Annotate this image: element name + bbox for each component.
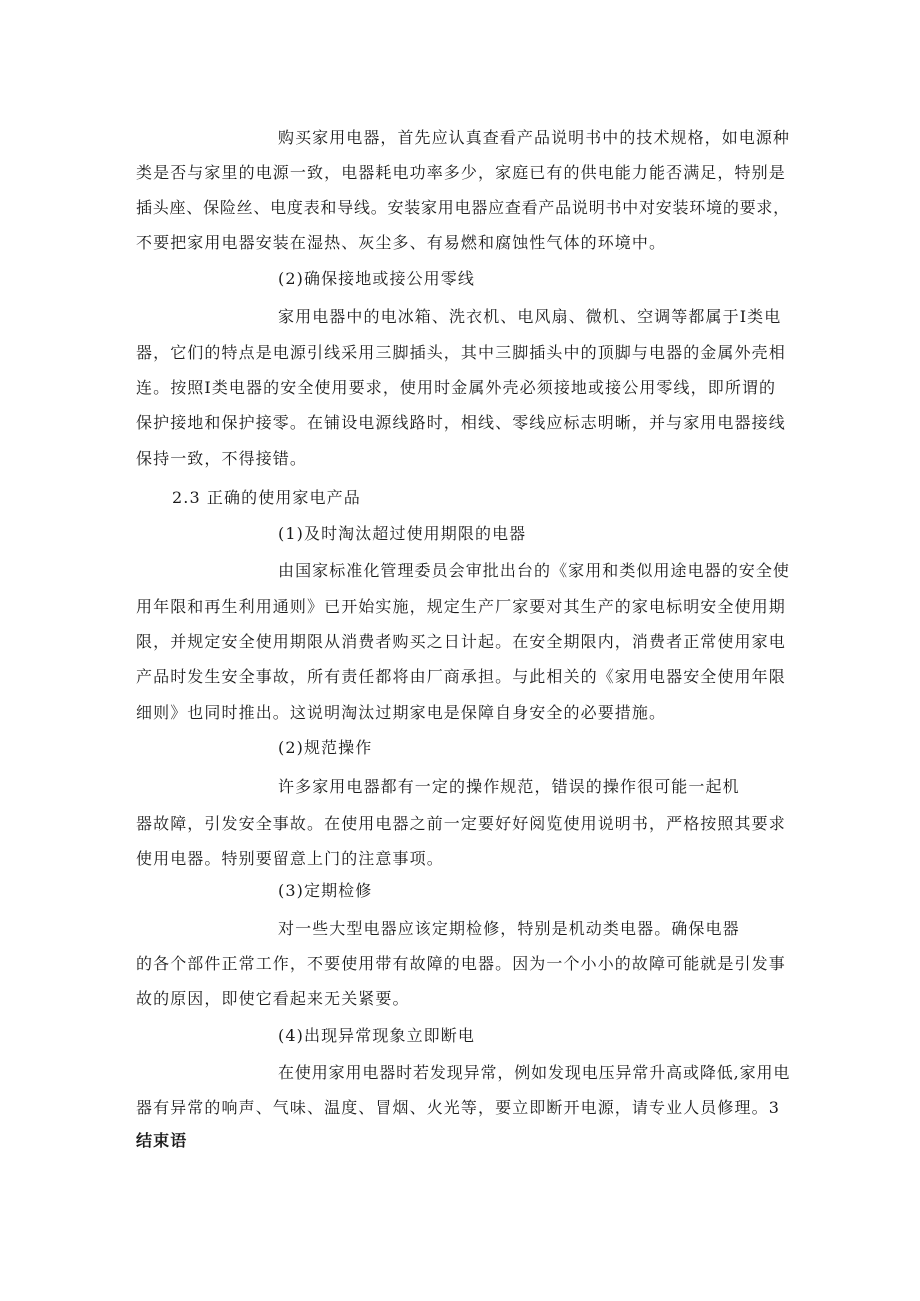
paragraph-line: 由国家标准化管理委员会审批出台的《家用和类似用途电器的安全使 (278, 561, 791, 580)
subheading-cutoff: (4)出现异常现象立即断电 (278, 1026, 475, 1045)
paragraph-line: 不要把家用电器安装在湿热、灰尘多、有易燃和腐蚀性气体的环境中。 (136, 233, 667, 252)
paragraph-line: 故的原因，即使它看起来无关紧要。 (136, 989, 410, 1008)
paragraph-line: 家用电器中的电冰箱、洗衣机、电风扇、微机、空调等都属于Ⅰ类电 (278, 307, 782, 326)
paragraph-line: 限，并规定安全使用期限从消费者购买之日计起。在安全期限内，消费者正常使用家电 (136, 632, 786, 651)
paragraph-line: 对一些大型电器应该定期检修，特别是机动类电器。确保电器 (278, 919, 740, 938)
paragraph-line: 器故障，引发安全事故。在使用电器之前一定要好好阅览使用说明书，严格按照其要求 (136, 814, 786, 833)
paragraph-line: 插头座、保险丝、电度表和导线。安装家用电器应查看产品说明书中对安装环境的要求， (136, 198, 790, 217)
closing-heading: 结束语 (136, 1131, 188, 1150)
subheading-retire: (1)及时淘汰超过使用期限的电器 (278, 524, 527, 543)
paragraph-line: 的各个部件正常工作，不要使用带有故障的电器。因为一个小小的故障可能就是引发事 (136, 954, 786, 973)
paragraph-line: 在使用家用电器时若发现异常，例如发现电压异常升高或降低,家用电 (278, 1063, 791, 1082)
paragraph-line: 类是否与家里的电源一致，电器耗电功率多少，家庭已有的供电能力能否满足，特别是 (136, 163, 786, 182)
subheading-inspect: (3)定期检修 (278, 881, 373, 900)
paragraph-line: 器，它们的特点是电源引线采用三脚插头，其中三脚插头中的顶脚与电器的金属外壳相 (136, 343, 786, 362)
subheading-operate: (2)规范操作 (278, 738, 373, 757)
paragraph-line: 连。按照Ⅰ类电器的安全使用要求，使用时金属外壳必须接地或接公用零线，即所谓的 (136, 378, 777, 397)
subheading-grounding: (2)确保接地或接公用零线 (278, 269, 475, 288)
paragraph-line: 细则》也同时推出。这说明淘汰过期家电是保障自身安全的必要措施。 (136, 703, 667, 722)
paragraph-line: 购买家用电器，首先应认真查看产品说明书中的技术规格，如电源种 (278, 128, 791, 147)
paragraph-line: 产品时发生安全事故，所有责任都将由厂商承担。与此相关的《家用电器安全使用年限 (136, 667, 786, 686)
paragraph-line: 用年限和再生利用通则》已开始实施，规定生产厂家要对其生产的家电标明安全使用期 (136, 597, 786, 616)
paragraph-line: 保持一致，不得接错。 (136, 449, 308, 468)
paragraph-line: 使用电器。特别要留意上门的注意事项。 (136, 849, 444, 868)
paragraph-line: 保护接地和保护接零。在铺设电源线路时，相线、零线应标志明晰，并与家用电器接线 (136, 413, 786, 432)
section-heading: 2.3 正确的使用家电产品 (172, 488, 361, 507)
paragraph-line: 许多家用电器都有一定的操作规范，错误的操作很可能一起机 (278, 777, 740, 796)
paragraph-line: 器有异常的响声、气味、温度、冒烟、火光等，要立即断开电源，请专业人员修理。3 (136, 1098, 780, 1117)
